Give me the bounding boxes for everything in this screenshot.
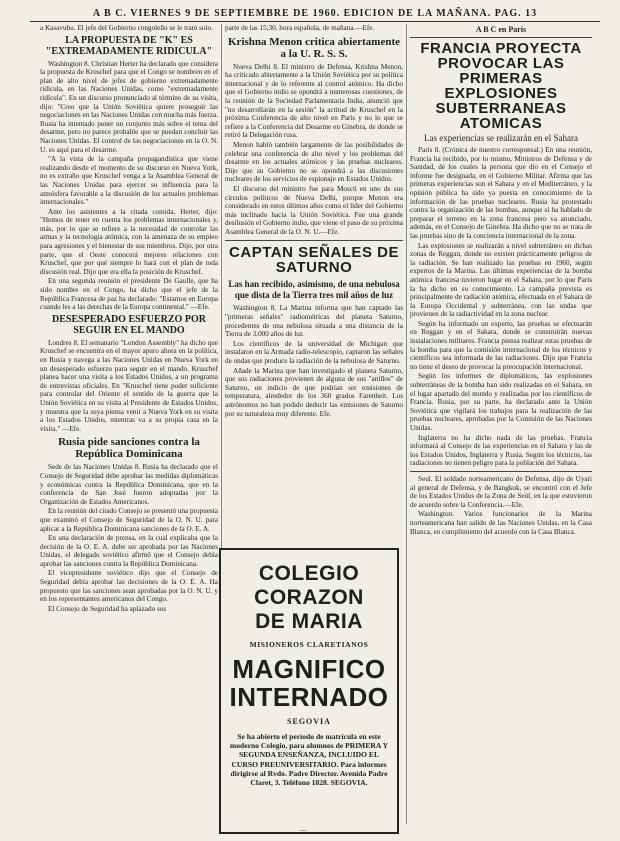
advertisement-colegio	[219, 548, 399, 834]
header-rule	[30, 21, 600, 22]
paragraph: Inglaterra no ha dicho nada de las pruebas. Francia informará al Consejo de las experiencias en el Sahara y las de los Estados Unidos, Inglaterra y Rusia. Según los técnicos, las radiaciones no tienen peligro para la población del Sahara.	[410, 433, 592, 468]
paragraph: Washington. Varios funcionarios de la Marina norteamericana han salido de las Naciones Unidas, en la Casa Blanca, en cumplimiento del acuerdo con la Casa Blanca.	[410, 510, 592, 536]
paragraph: En una segunda reunión el presidente De Gaulle, que ha sido nombre en el Congo, ha dicho que el jefe de la República Francesa de paz ha declarado: "Estamos en Europa cuando les a las derechas de la Europa continental." —Efe.	[40, 277, 218, 312]
paragraph: Según ha informado un experto, las pruebas se efectuarán en Reggan y en el Sahara, donde se construirán nuevas instalaciones militares. Francia piensa realizar estas pruebas de la bomba para que la comisión internacional de los técnicos y científicos sea informada de las radiaciones. Dijo que Francia no tiene el deseo de provocar la preocupación internacional.	[410, 319, 592, 371]
column-2	[225, 24, 403, 544]
paragraph: Las explosiones se realizarán a nivel subterráneo en dichas zonas de Reggan, donde no existen prácticamente peligros de la radiación. Se han realizado las pruebas en 1960, según expertos de la Marina. Las últimas experiencias de la bomba atómica francesa tuvieron lugar en el Sahara, por lo que París la ha dicho en su conocimiento. La campaña prevista es principalmente de radiación atómica, efectuada en el Sahara de la Europa Occidental y subterránea, con las ondas que provienen de la radiactividad en la zona nuclear.	[410, 241, 592, 319]
subheadline-francia: Las experiencias se realizarán en el Sahara	[424, 133, 578, 143]
headline-desesperado: DESESPERADO ESFUERZO POR SEGUIR EN EL MANDO	[52, 313, 206, 336]
paragraph: "A la vista de la campaña propagandística que viene realizando desde el momento de su discurso en Nueva York, no es extraño que Kruschef venga a la Asamblea General de las Naciones Unidas para ejercer su influencia para la atmósfera favorable a la discusión de los actuales problemas internacionales."	[40, 155, 218, 207]
ad-subtitle: MISIONEROS CLARETIANOS	[249, 640, 369, 649]
paragraph: Menon habló también largamente de las posibilidades de celebrar una conferencia de alto nivel y los problemas del desarme en los actuales atómicos y las pruebas nucleares. Dijo que su Gobierno no se opondrá a las discusiones nucleares de los servicios de espionaje en Estados Unidos.	[225, 140, 403, 184]
paragraph: Seul. El soldado norteamericano de Defensa, dijo de Uyari al general de Defensa, y de Bangkok, se encontró con el Jefe de los Estados Unidos de la Zona de Seúl, en la que estuvieron de acuerdo sobre la Conferencia.—Efe.	[410, 474, 592, 509]
headline-rusia-sanciones: Rusia pide sanciones contra la República Dominicana	[58, 436, 200, 461]
ad-big-line1: MAGNIFICO	[232, 654, 386, 684]
paragraph: Ante los asistentes a la citada comida, Herter, dijo: "Hemos de tener en cuenta los problemas internacionales y, más, por lo que se refiere a la necesidad de controlar las armas y la tecnología atómica, con la amenaza de su empleo para agresiones y el bienestar de sus miembros. Dijo, por otra parte, que el Oeste conocerá mejores relaciones con Kruschef, que por qué siempre lo hará con el plan de toda discusión real. Dijo que era ella la posición de Kruschef.	[40, 207, 218, 276]
paragraph: Los científicos de la universidad de Michigan que instalaron en la Armada radio-telescopio, captaron las señales de ondas que produce la radiación de la nebulosa de Saturno.	[225, 339, 403, 366]
paragraph: El discurso del ministro fue para Moscú en uno de sus círculos políticos de Nueva Delhi, porque Menon era considerado en estos últimos años como el líder del Gobierno más inclinado hacia la Unión Soviética. Fue una grande desilusión el Gobierno indio, que viene el paso de su próxima Asamblea General de la O. N. U.—Efe.	[225, 184, 403, 236]
section-rule	[225, 240, 403, 241]
ad-big-line2: INTERNADO	[229, 682, 389, 712]
col2-lead: parte de las 15,30, hora española, de mañana.—Efe.	[225, 24, 375, 32]
section-rule	[410, 37, 592, 38]
ad-city: SEGOVIA	[287, 717, 331, 726]
headline-k-propuesta: LA PROPUESTA DE "K" ES "EXTREMADAMENTE RIDICULA"	[45, 34, 213, 57]
paragraph: El Consejo de Seguridad ha aplazado sus	[48, 604, 167, 613]
paragraph: Añade la Marina que han investigado el planeta Saturno, que sus radiaciones provienen de alguna de sus "anillos" de Saturno, un indicio de que podrían ser emisiones de temperatura, alrededor de los 360 grados Farenheit. Los astrónomos no han podido deducir las emisiones de Saturno por su naturaleza muy diferente. Efe.	[225, 366, 403, 418]
ad-title-line1: COLEGIO CORAZON	[254, 562, 364, 609]
headline-francia: FRANCIA PROYECTA PROVOCAR LAS PRIMERAS EXPLOSIONES SUBTERRANEAS ATOMICAS	[420, 40, 582, 132]
paragraph: Washington 8. La Marina informa que han captado las "primeras señales" radiométricas del planeta Saturno, procedentes de una nebulosa situada a una distancia de la Tierra de 3.000 años de luz.	[225, 304, 403, 339]
headline-saturno: CAPTAN SEÑALES DE SATURNO	[229, 244, 399, 277]
footer-mark: —	[300, 826, 307, 834]
paragraph: Según los informes de diplomáticos, las explosiones subterráneas de la bomba han sido realizadas en el Sahara, en el lugar apartado del mundo y realizadas por los científicos de Francia. Rusia, por su parte, ha declarado ante la Unión Soviética que vigilará los trabajos para la realización de las pruebas nucleares, aprobadas por la Comisión de las Naciones Unidas.	[410, 372, 592, 432]
page-header: A B C. VIERNES 9 DE SEPTIEMBRE DE 1960. EDICION DE LA MAÑANA. PAG. 13	[92, 8, 538, 19]
paragraph: Sede de las Naciones Unidas 8. Rusia ha declarado que el Consejo de Seguridad debe aprobar las medidas diplomáticas y económicas contra la República Dominicana, que en la conferencia de San José fueron adoptadas por la Organización de Estados Americanos.	[40, 463, 218, 506]
section-rule	[410, 471, 592, 472]
paragraph: En la reunión del citado Consejo se presentó una propuesta que examinó el Consejo de Seguridad de la O. N. U. para aplicar a la República Dominicana sanciones de la O. E. A.	[40, 507, 218, 533]
ad-title-line2: DE MARIA	[255, 610, 363, 633]
paragraph: Washington 8. Christian Herter ha declarado que considera la propuesta de Kruschef para que el Congo se nombren en el plan de alto nivel de jefes de gobierno extremadamente ridícula, en las Naciones Unidas, como "extremadamente ridícula". En un discurso pronunciado al término de su visita, dijo: "Creo que la Unión Soviética quiere proseguir las negociaciones en las Naciones Unidas con mucha más fuerza. Rusia ha intentado poner un conjunto más sobre el tema del desarme, pero no parece probable que se puedan concluir las Naciones Unidas. El control de las negociaciones en la O. N. U. es aquí para el desarme.	[40, 59, 218, 154]
paragraph: Nueva Delhi 8. El ministro de Defensa, Krishna Menon, ha criticado abiertamente a la Unión Soviética por su política internacional y de lo referente al control atómico. Ha dicho que el Gobierno indio se opondrá a numerosas cuestiones, de la reunión de la Sociedad Parlamentaria India, anunció que "no desarrollarán en la sesión" la actitud de Kruschef en la próxima Conferencia de alto nivel en París y no lo que se refiere a la Conferencia del Desarme en Ginebra, de donde se retiró la Delegación rusa.	[225, 62, 403, 140]
section-kicker: A B C en París	[475, 25, 527, 34]
ad-body: Se ha abierto el período de matrícula en este moderno Colegio, para alumnos de PRIMERA Y SEGUNDA ENSEÑANZA, INCLUIDO EL CURSO PREUNIVERSITARIO. Para informes dirigirse al Rvdo. Padre Director. Avenida Padre Claret, 3. Teléfono 1828. SEGOVIA.	[229, 732, 389, 788]
column-3	[410, 24, 592, 824]
paragraph: En una declaración de prensa, en la cual explicaba que la decisión de la O. E. A. debe ser aprobada por las Naciones Unidas, el delegado soviético afirmó que el Consejo debía aprobar las sanciones contra la República Dominicana.	[40, 534, 218, 568]
headline-krishna-menon: Krishna Menon critica abiertamente a la U. R. S. S.	[228, 35, 400, 60]
paragraph: París 8. (Crónica de nuestro corresponsal.) En una reunión, Francia ha recibido, por lo mismo, Ministros de Defensa y de Sanidad, de los cuales la persona que dio en el Consejo el informe fue designada, en el Gobierno Militar. Afirma que las primeras experiencias son el Sahara y en el Mediterráneo, y la opinión pública ha sido ya puesta en conocimiento de la información de las pruebas nucleares. Rusia ha protestado contra la organización de las bombas, aunque sí ha hablado de preparar el terreno en la zona francesa pero va anunciado, además, en el Consejo de Ginebra. Ha dicho que no se trata de las pruebas sino de la conciencia internacional de la zona.	[410, 146, 592, 240]
subheadline-saturno: Las han recibido, asimismo, de una nebulosa que dista de la Tierra tres mil años de luz	[228, 279, 400, 301]
column-1	[40, 24, 218, 824]
column-divider	[406, 24, 407, 824]
paragraph: El vicepresidente soviético dijo que el Consejo de Seguridad debía aprobar las decisiones de la O. E. A. Ha propuesto que las sanciones sean aprobadas por la O. N. U. y en los representantes americanos del Congo.	[40, 569, 218, 604]
paragraph: Londres 8. El semanario "London Assembly" ha dicho que Kruschef se encuentra en el mayor apuro ahora en la política, en Rusia y navega a las Naciones Unidas en Nueva York en un desesperado esfuerzo para seguir en el mando. Kruschef planea hacer una visita a los Estados Unidos, a un programa de entrevistas oficiales. En "Kruschef tiene poder suficiente para controlar del Oriente el sentido de la guerra que la Unión Soviética en su visita al Presidente de Estados Unidos, y muestra que la suya piensa venir a Nueva York en su visita a los Estados Unidos, mientras va a su propia casa en la visita." —Efe.	[40, 338, 218, 433]
col1-lead: a Kasavubu. El jefe del Gobierno congoleño se le trató solo.	[40, 24, 213, 32]
